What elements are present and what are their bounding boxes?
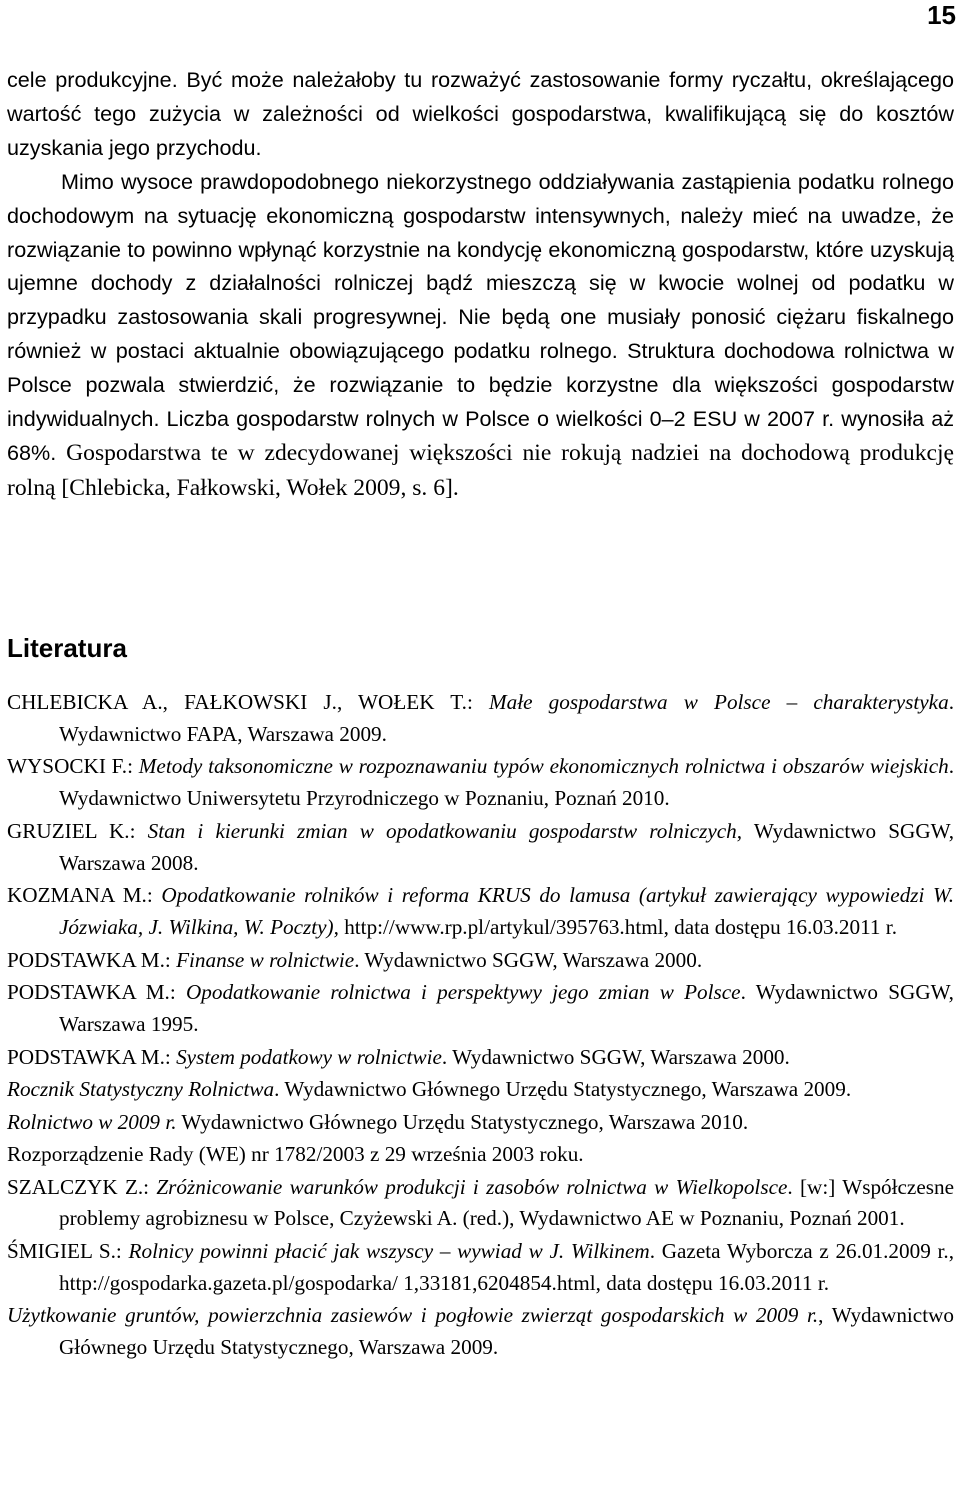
reference-item [7,1074,954,1106]
reference-rest: . Wydawnictwo SGGW, Warszawa 2000. [441,1044,790,1069]
reference-item [7,945,954,977]
body-text [7,63,954,506]
reference-title: Finanse w rolnictwie [176,947,355,972]
paragraph-2-sans-part: Mimo wysoce prawdopodobnego niekorzystnego oddziaływania zastąpienia podatku rolnego dochodowym na sytuację ekonomiczną gospodarstw intensywnych, należy mieć na uwadze, że rozwiązanie to powinno wpłynąć korzystnie na kondycję ekonomiczną gospodarstw, które uzyskują ujemne dochody z działalności rolniczej bądź mieszczą się w kwocie wolnej od podatku w przypadku zastosowania skali progresywnej. Nie będą one musiały ponosić ciężaru fiskalnego również w postaci aktualnie obowiązującego podatku rolnego. Struktura dochodowa rolnictwa w Polsce pozwala stwierdzić, że rozwiązanie to będzie korzystne dla większości gospodarstw indywidualnych. Liczba gospodarstw rolnych w Polsce o wielkości 0–2 ESU w 2007 r. wynosiła aż 68%. [7,168,954,465]
reference-item [7,1139,954,1171]
reference-title: Rocznik Statystyczny Rolnictwa [7,1077,275,1102]
reference-title: Użytkowanie gruntów, powierzchnia zasiewów i pogłowie zwierząt gospodarskich w 2009 r. [7,1303,819,1328]
section-heading-literatura: Literatura [7,633,127,663]
paragraph-1: cele produkcyjne. Być może należałoby tu rozważyć zastosowanie formy ryczałtu, określającego wartość tego zużycia w zależności od wielkości gospodarstwa, kwalifikującą się do kosztów uzyskania jego przychodu. [7,67,954,160]
reference-item [7,880,954,944]
reference-author: PODSTAWKA M.: [7,1044,177,1069]
reference-rest: Wydawnictwo SGGW, Warszawa 2008. [59,818,954,875]
page-number: 15 [927,0,956,30]
paragraph-2 [7,165,954,506]
reference-title: Stan i kierunki zmian w opodatkowaniu gospodarstw rolniczych, [147,818,743,843]
reference-rest: Wydawnictwo Głównego Urzędu Statystycznego, Warszawa 2010. [176,1109,749,1134]
reference-rest: . [w:] Współczesne problemy agrobiznesu w Polsce, Czyżewski A. (red.), Wydawnictwo AE w Poznaniu, Poznań 2001. [59,1174,954,1231]
reference-title: Opodatkowanie rolnictwa i perspektywy jego zmian w Polsce [185,980,741,1005]
reference-title: Opodatkowanie rolników i reforma KRUS do lamusa (artykuł zawierający wypowiedzi W. Józwiaka, J. Wilkina, W. Poczty), [59,883,955,940]
reference-title: System podatkowy w rolnictwie [176,1044,442,1069]
reference-item [7,977,954,1041]
reference-title: Metody taksonomiczne w rozpoznawaniu typów ekonomicznych rolnictwa i obszarów wiejskich [138,754,949,779]
reference-author: WYSOCKI F.: [7,754,139,779]
reference-rest: . Wydawnictwo SGGW, Warszawa 1995. [59,980,954,1037]
reference-rest: , Wydawnictwo Głównego Urzędu Statystycznego, Warszawa 2009. [59,1303,954,1360]
paragraph-2-serif-part: Gospodarstwa te w zdecydowanej większości nie rokują nadziei na dochodową produkcję rolną [Chlebicka, Fałkowski, Wołek 2009, s. 6]. [7,439,955,501]
reference-rest: . Gazeta Wyborcza z 26.01.2009 r., http://gospodarka.gazeta.pl/gospodarka/ 1,33181,6204854.html, data dostępu 16.03.2011 r. [59,1238,954,1295]
reference-title: Zróżnicowanie warunków produkcji i zasobów rolnictwa w Wielkopolsce [156,1174,788,1199]
reference-author: GRUZIEL K.: [7,818,148,843]
reference-author: Rozporządzenie Rady (WE) nr 1782/2003 z 29 września 2003 roku. [7,1142,584,1167]
reference-author: CHLEBICKA A., FAŁKOWSKI J., WOŁEK T.: [7,690,489,714]
reference-author: SZALCZYK Z.: [7,1174,157,1199]
reference-rest: http://www.rp.pl/artykul/395763.html, data dostępu 16.03.2011 r. [338,915,897,940]
reference-item [7,1172,954,1236]
reference-list [7,687,954,1365]
reference-title: Rolnicy powinni płacić jak wszyscy – wywiad w J. Wilkinem [128,1238,650,1263]
reference-author: PODSTAWKA M.: [7,947,177,972]
reference-item [7,1107,954,1139]
reference-item [7,1236,954,1300]
reference-title: Rolnictwo w 2009 r. [7,1109,177,1134]
reference-rest: . Wydawnictwo Uniwersytetu Przyrodniczego w Poznaniu, Poznań 2010. [59,754,954,811]
reference-item [7,687,954,751]
reference-item [7,816,954,880]
reference-author: PODSTAWKA M.: [7,980,186,1005]
reference-item [7,1042,954,1074]
reference-item [7,751,954,815]
reference-rest: . Wydawnictwo SGGW, Warszawa 2000. [354,947,703,972]
reference-title: Małe gospodarstwa w Polsce – charakterystyka [488,690,949,714]
reference-rest: . Wydawnictwo Głównego Urzędu Statystycznego, Warszawa 2009. [274,1077,852,1102]
reference-rest: . Wydawnictwo FAPA, Warszawa 2009. [59,690,954,746]
reference-author: ŚMIGIEL S.: [7,1238,129,1263]
reference-item [7,1300,954,1364]
reference-author: KOZMANA M.: [7,883,162,908]
